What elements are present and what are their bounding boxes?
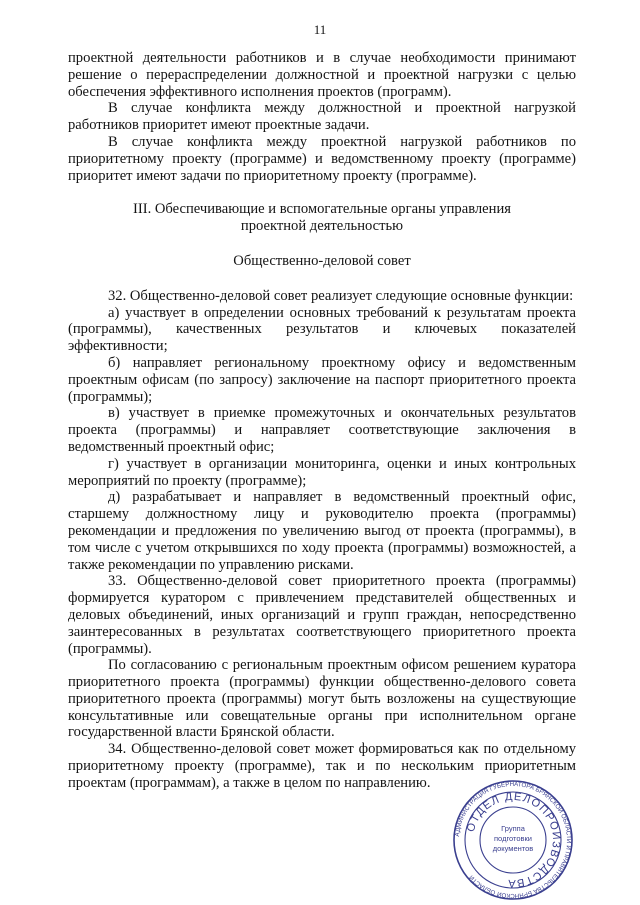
clause-34: 34. Общественно-деловой совет может формироваться как по отдельному приоритетному проекту (программе), так и по нескольким приоритетным проектам (программам), а также в целом по направлению. [68, 741, 576, 791]
stamp-middle-text: ОТДЕЛ ДЕЛОПРОИЗВОДСТВА [464, 790, 563, 890]
section-heading-line-2: проектной деятельностью [240, 218, 404, 235]
paragraph-conflict-1: В случае конфликта между должностной и проектной нагрузкой работников приоритет имеют проектные задачи. [68, 100, 576, 134]
page-number: 11 [313, 22, 327, 37]
document-body [68, 50, 576, 792]
paragraph-conflict-2: В случае конфликта между проектной нагрузкой работников по приоритетному проекту (программе) и ведомственному проекту (программе) приоритет имеют задачи по приоритетному проекту (программе). [68, 133, 576, 184]
clause-32-b: б) направляет региональному проектному офису и ведомственным проектным офисам (по запросу) заключение на паспорт приоритетного проекта (программы); [68, 354, 576, 405]
stamp-outer-text: АДМИНИСТРАЦИЯ ГУБЕРНАТОРА БРЯНСКОЙ ОБЛАСТИ И ПРАВИТЕЛЬСТВА БРЯНСКОЙ ОБЛАСТИ [454, 780, 573, 900]
stamp-center-line-3: документов [492, 844, 534, 853]
clause-33: 33. Общественно-деловой совет приоритетного проекта (программы) формируется куратором с привлечением представителей общественных и деловых объединений, иных организаций и групп граждан, непосредственно заинтересованных в результатах соответствующего приоритетного проекта (программы). [68, 573, 576, 657]
section-heading-line-1: III. Обеспечивающие и вспомогательные органы управления [132, 201, 511, 218]
clause-32-g: г) участвует в организации мониторинга, оценки и иных контрольных мероприятий по проекту (программе); [68, 455, 576, 489]
clause-32-d: д) разрабатывает и направляет в ведомственный проектный офис, старшему должностному лицу и руководителю проекта (программы) рекомендации и предложения по увеличению выгод от проекта (программы), в том числе с учетом открывшихся по ходу проекта (программы) возможностей, а также рекомендации по управлению рисками. [68, 489, 576, 573]
stamp-center-line-2: подготовки [494, 834, 532, 843]
office-stamp [452, 780, 574, 900]
clause-32-a: а) участвует в определении основных требований к результатам проекта (программы), качественных результатов и ключевых показателей эффективности; [68, 304, 576, 355]
stamp-center-line-1: Группа [501, 824, 525, 833]
clause-32-v: в) участвует в приемке промежуточных и окончательных результатов проекта (программы) и направляет соответствующие заключения в ведомственный проектный офис; [68, 405, 576, 455]
clause-32: 32. Общественно-деловой совет реализует следующие основные функции: [108, 287, 574, 304]
paragraph-continuation: проектной деятельности работников и в случае необходимости принимают решение о перераспределении должностной и проектной нагрузки с целью обеспечения эффективного исполнения проектов (программ). [68, 50, 576, 100]
subheading: Общественно-деловой совет [233, 252, 411, 269]
clause-33-agreement: По согласованию с региональным проектным офисом решением куратора приоритетного проекта (программы) функции общественно-делового совета приоритетного проекта (программы) могут быть возложены на существующие консультативные или совещательные органы при исполнительном органе государственной власти Брянской области. [68, 657, 576, 741]
